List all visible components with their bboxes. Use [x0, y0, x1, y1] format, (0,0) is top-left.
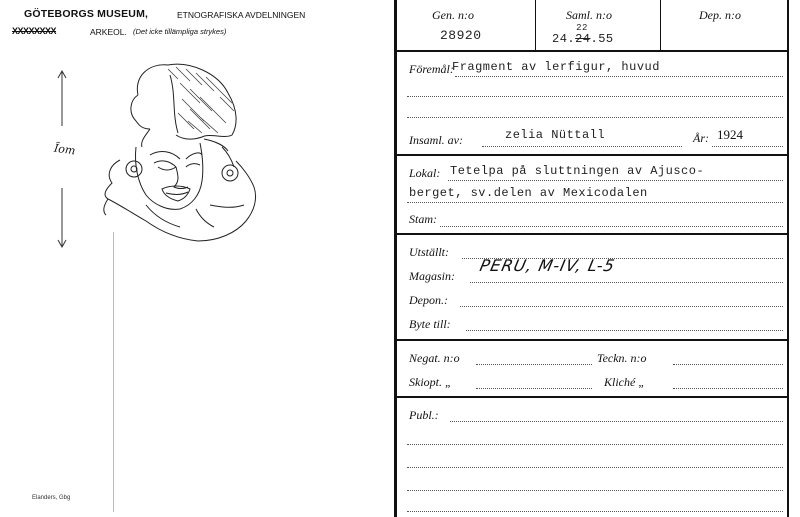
ar-line	[712, 146, 783, 147]
skiopt-line	[476, 388, 592, 389]
depon-line	[460, 306, 783, 307]
teckn-label: Teckn. n:o	[597, 351, 647, 365]
negat-line	[476, 364, 592, 365]
foremal-value: Fragment av lerfigur, huvud	[452, 60, 660, 74]
publ-line-3	[407, 467, 783, 468]
publ-line-5	[407, 511, 783, 512]
kliche-label: Kliché „	[604, 375, 645, 389]
header-bottom-rule	[396, 50, 788, 52]
teckn-line	[673, 364, 783, 365]
museum-name: GÖTEBORGS MUSEUM,	[24, 8, 149, 20]
publ-line-4	[407, 490, 783, 491]
foremal-label: Föremål:	[409, 62, 454, 76]
section-rule-3	[396, 339, 788, 341]
card-right-border	[787, 0, 789, 517]
card-left-border	[394, 0, 397, 517]
saml-no-value: 24.24 22 .55	[552, 23, 614, 46]
ar-label: År:	[693, 131, 709, 145]
arkeol-label: ARKEOL.	[90, 27, 127, 37]
section-rule-2	[396, 233, 788, 235]
scale-label: Ĩom	[53, 141, 77, 158]
ar-value: 1924	[717, 127, 743, 142]
stam-label: Stam:	[409, 212, 437, 226]
magasin-line	[470, 282, 783, 283]
card-crease	[113, 232, 114, 512]
strike-note: (Det icke tillämpliga strykes)	[133, 27, 227, 36]
foremal-line-3	[407, 117, 783, 118]
kliche-line	[673, 388, 783, 389]
section-rule-4	[396, 396, 788, 398]
utstallt-label: Utställt:	[409, 245, 450, 259]
magasin-label: Magasin:	[409, 269, 455, 283]
printer-credit: Elanders, Gbg	[32, 495, 71, 501]
insaml-line	[482, 146, 682, 147]
skiopt-label: Skiopt. „	[409, 375, 452, 389]
publ-label: Publ.:	[409, 408, 439, 422]
negat-label: Negat. n:o	[409, 351, 460, 365]
header-divider-1	[535, 0, 536, 50]
gen-no-label: Gen. n:o	[432, 8, 474, 22]
depon-label: Depon.:	[409, 293, 448, 307]
publ-line-1	[450, 421, 783, 422]
header-divider-2	[660, 0, 661, 50]
magasin-value: PERU, M-IV, L-5	[477, 256, 617, 275]
foremal-line-2	[407, 96, 783, 97]
stam-line	[440, 226, 783, 227]
figure-head-sketch	[50, 55, 280, 245]
lokal-line-2	[407, 202, 783, 203]
section-rule-1	[396, 154, 788, 156]
lokal-value-1: Tetelpa på sluttningen av Ajusco-	[450, 164, 705, 178]
gen-no-value: 28920	[440, 28, 482, 43]
department-name: ETNOGRAFISKA AVDELNINGEN	[177, 10, 306, 20]
saml-no-label: Saml. n:o	[566, 8, 612, 22]
insaml-value: zelia Nüttall	[505, 128, 606, 142]
struck-code: XXXXXXXX	[12, 26, 57, 36]
dep-no-label: Dep. n:o	[699, 8, 741, 22]
byte-line	[466, 330, 783, 331]
insaml-label: Insaml. av:	[409, 133, 463, 147]
lokal-value-2: berget, sv.delen av Mexicodalen	[409, 186, 648, 200]
byte-label: Byte till:	[409, 317, 451, 331]
foremal-line-1	[455, 76, 783, 77]
lokal-line-1	[448, 180, 783, 181]
lokal-label: Lokal:	[409, 166, 441, 180]
publ-line-2	[407, 444, 783, 445]
